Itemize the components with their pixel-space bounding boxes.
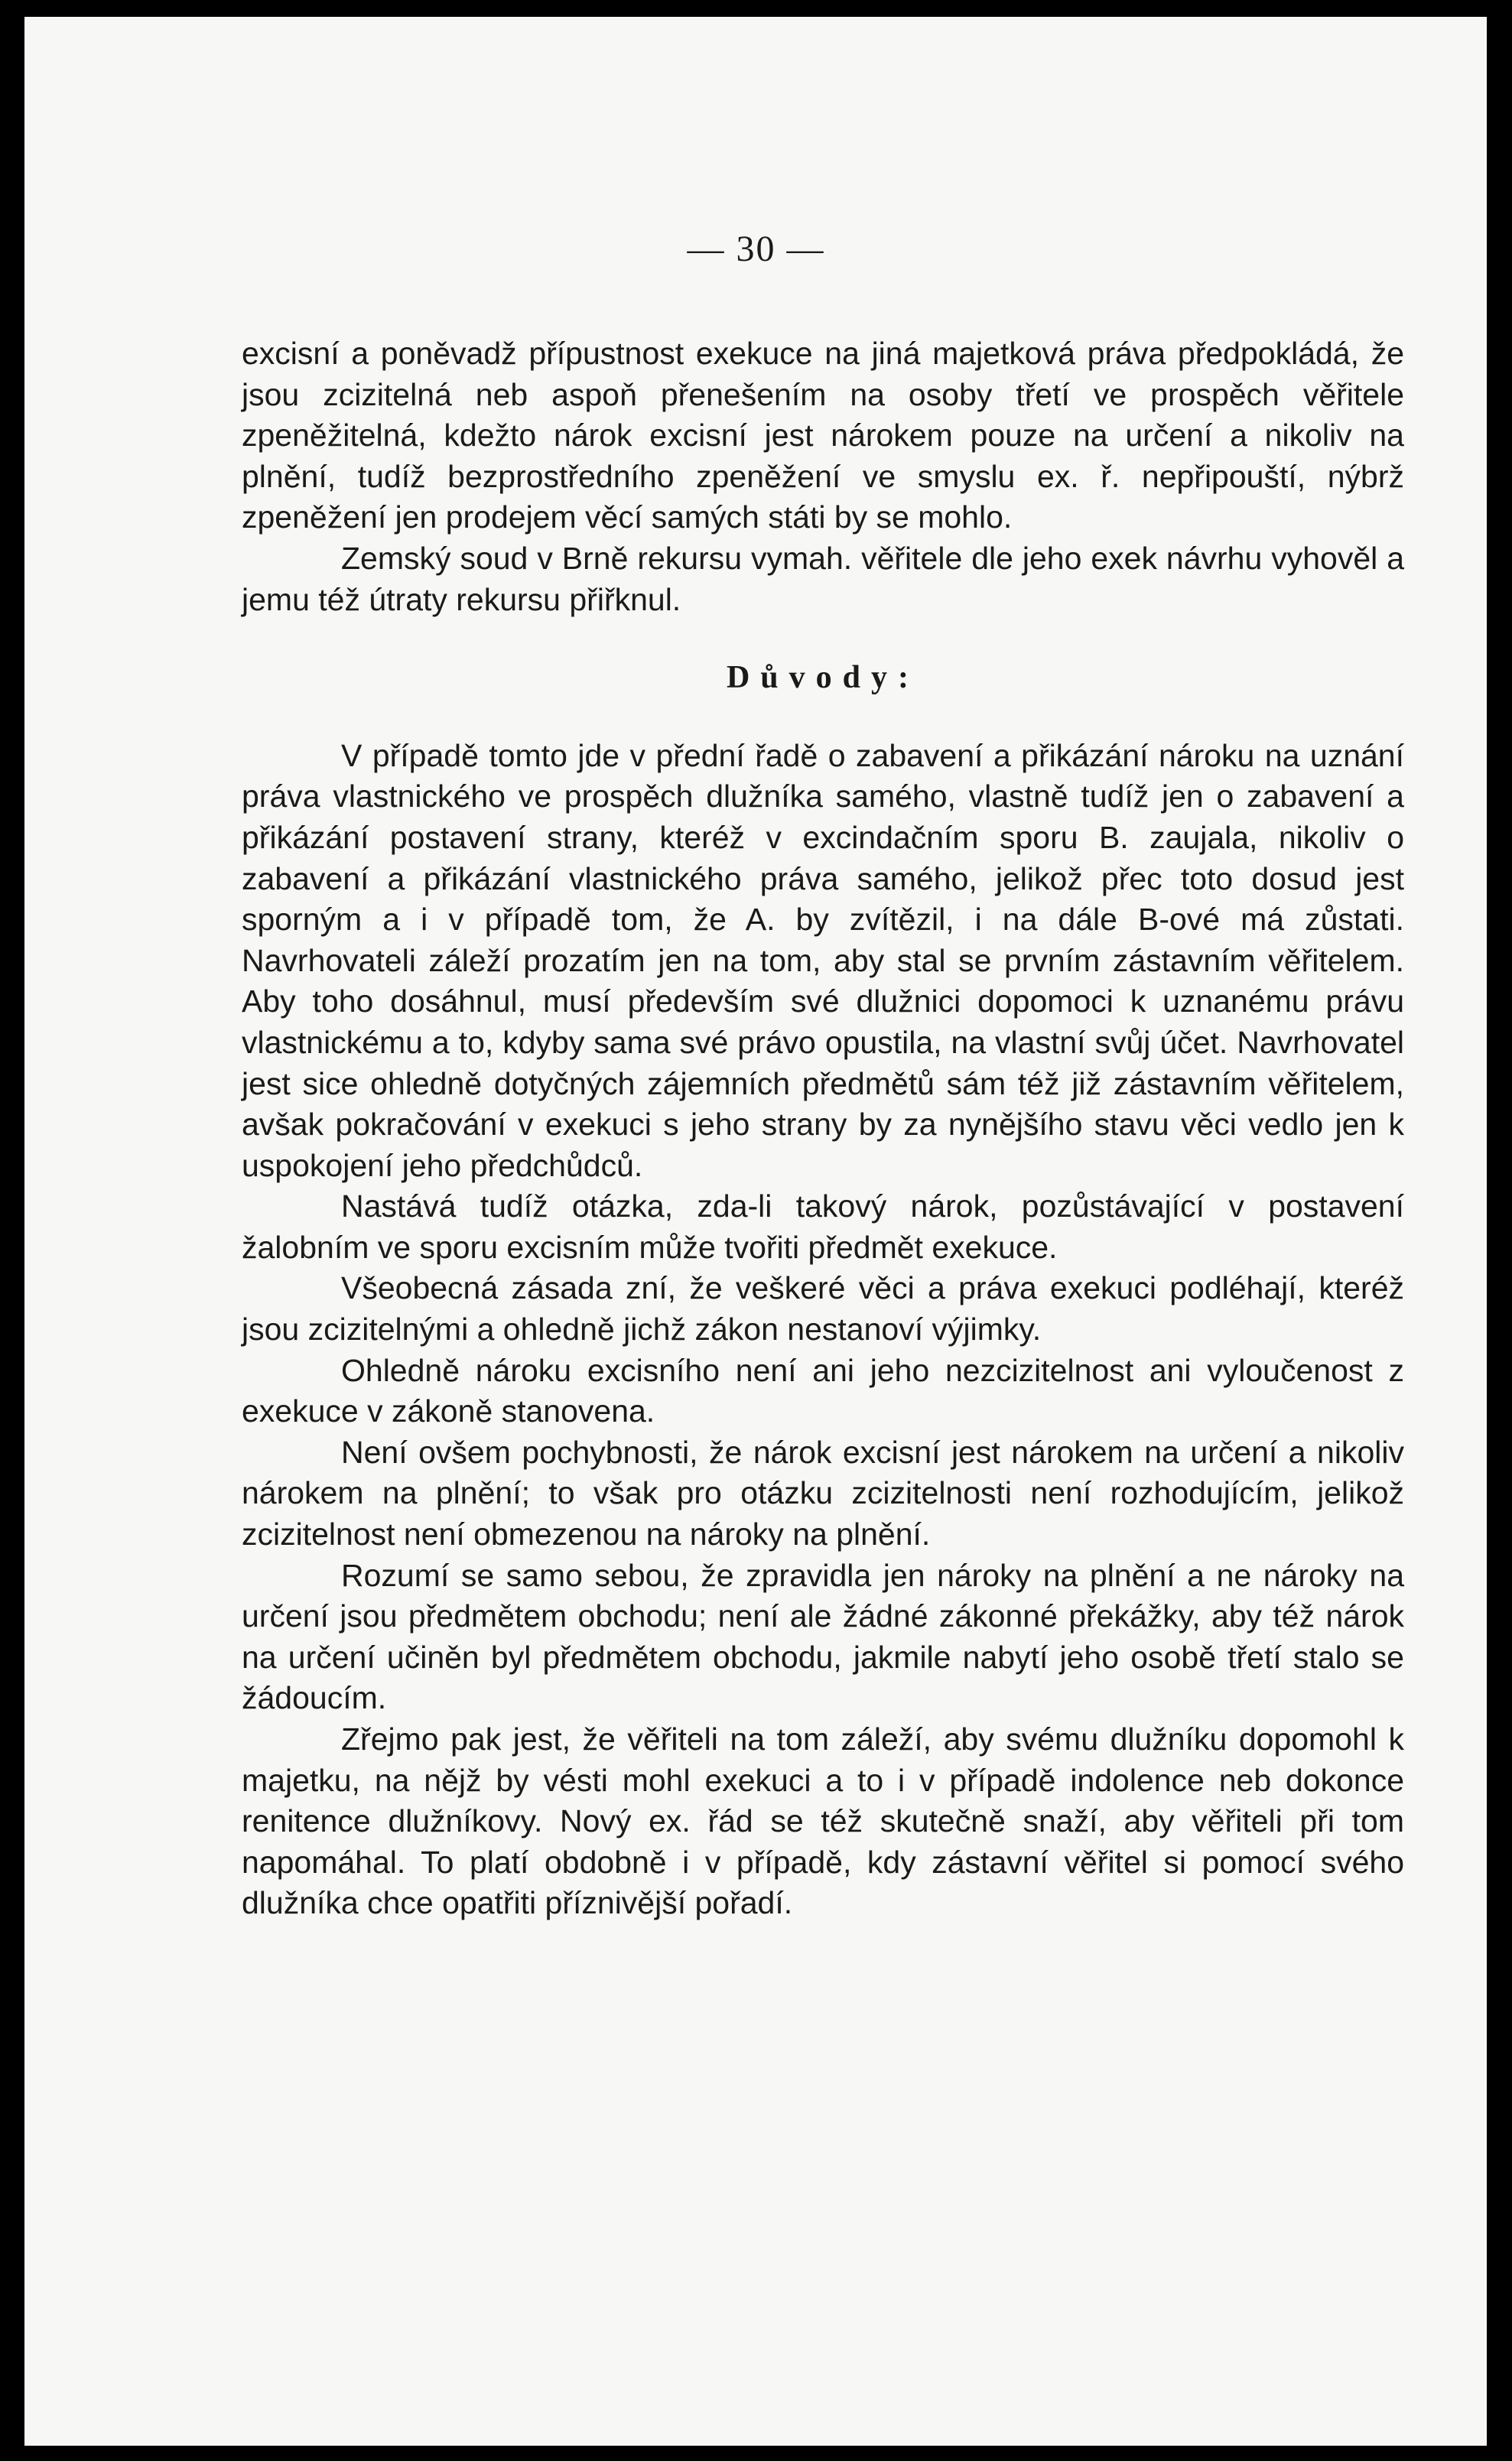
body-paragraph-5: Není ovšem pochybnosti, že nárok excisní jest nárokem na určení a nikoliv nárokem na plnění; to však pro otázku zcizitelnosti není rozhodujícím, jelikož zcizitelnost není obmezenou na nároky na plnění. <box>242 1434 1404 1552</box>
page-number: — 30 — <box>687 229 825 269</box>
section-heading: Důvody: <box>726 660 920 696</box>
body-paragraph-4: Ohledně nároku excisního není ani jeho nezcizitelnost ani vyloučenost z exekuce v zákoně stanovena. <box>242 1352 1404 1429</box>
document-body <box>242 333 1404 1924</box>
body-paragraph-6: Rozumí se samo sebou, že zpravidla jen nároky na plnění a ne nároky na určení jsou předmětem obchodu; není ale žádné zákonné překážky, aby též nárok na určení učiněn byl předmětem obchodu, jakmile nabytí jeho osobě třetí stalo se žádoucím. <box>242 1557 1404 1716</box>
body-paragraph-1: V případě tomto jde v přední řadě o zabavení a přikázání nároku na uznání práva vlastnického ve prospěch dlužníka samého, vlastně tudíž jen o zabavení a přikázání postavení strany, kteréž v excindačním sporu B. zaujala, nikoliv o zabavení a přikázání vlastnického práva samého, jelikož přec toto dosud jest sporným a i v případě tom, že A. by zvítězil, i na dále B-ové má zůstati. Navrhovateli záleží prozatím jen na tom, aby stal se prvním zástavním věřitelem. Aby toho dosáhnul, musí především své dlužnici dopomoci k uznanému právu vlastnickému a to, kdyby sama své právo opustila, na vlastní svůj účet. Navrhovatel jest sice ohledně dotyčných zájemních předmětů sám též již zástavním věřitelem, avšak pokračování v exekuci s jeho strany by za nynějšího stavu věci vedlo jen k uspokojení jeho předchůdců. <box>242 737 1404 1183</box>
body-paragraph-3: Všeobecná zásada zní, že veškeré věci a práva exekuci podléhají, kteréž jsou zcizitelnými a ohledně jichž zákon nestanoví výjimky. <box>242 1270 1404 1348</box>
body-paragraph-2: Nastává tudíž otázka, zda-li takový nárok, pozůstávající v postavení žalobním ve sporu excisním může tvořiti předmět exekuce. <box>242 1188 1404 1265</box>
intro-paragraph-2: Zemský soud v Brně rekursu vymah. věřitele dle jeho exek návrhu vyhověl a jemu též útraty rekursu přiřknul. <box>242 540 1404 617</box>
intro-paragraph-1: excisní a poněvadž přípustnost exekuce na jiná majetková práva předpokládá, že jsou zcizitelná neb aspoň přenešením na osoby třetí ve prospěch věřitele zpeněžitelná, kdežto nárok excisní jest nárokem pouze na určení a nikoliv na plnění, tudíž bezprostředního zpeněžení ve smyslu ex. ř. nepřipouští, nýbrž zpeněžení jen prodejem věcí samých státi by se mohlo. <box>242 336 1404 535</box>
body-paragraph-7: Zřejmo pak jest, že věřiteli na tom záleží, aby svému dlužníku dopomohl k majetku, na nějž by vésti mohl exekuci a to i v případě indolence neb dokonce renitence dlužníkovy. Nový ex. řád se též skutečně snaží, aby věřiteli při tom napomáhal. To platí obdobně i v případě, kdy zástavní věřitel si pomocí svého dlužníka chce opatřiti příznivější pořadí. <box>242 1721 1404 1921</box>
